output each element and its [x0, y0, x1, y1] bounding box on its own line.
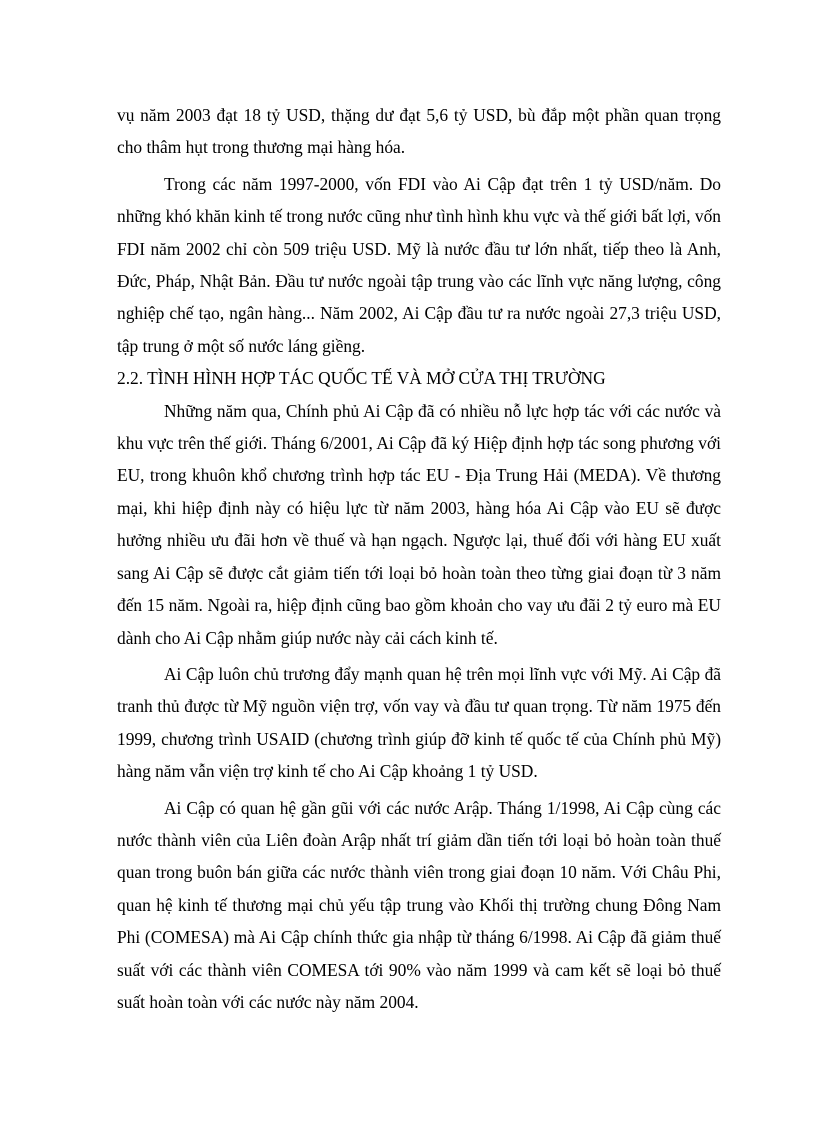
section-heading: 2.2. TÌNH HÌNH HỢP TÁC QUỐC TẾ VÀ MỞ CỬA THỊ TRƯỜNG — [117, 368, 606, 389]
document-body — [117, 99, 721, 1018]
paragraph-eu-cooperation: Những năm qua, Chính phủ Ai Cập đã có nhiều nỗ lực hợp tác với các nước và khu vực trên thế giới. Tháng 6/2001, Ai Cập đã ký Hiệp định hợp tác song phương với EU, trong khuôn khổ chương trình hợp tác EU - Địa Trung Hải (MEDA). Về thương mại, khi hiệp định này có hiệu lực từ năm 2003, hàng hóa Ai Cập vào EU sẽ được hưởng nhiều ưu đãi hơn về thuế và hạn ngạch. Ngược lại, thuế đối với hàng EU xuất sang Ai Cập sẽ được cắt giảm tiến tới loại bỏ hoàn toàn theo từng giai đoạn từ 3 năm đến 15 năm. Ngoài ra, hiệp định cũng bao gồm khoản cho vay ưu đãi 2 tỷ euro mà EU dành cho Ai Cập nhằm giúp nước này cải cách kinh tế. — [117, 400, 721, 648]
paragraph-arab-africa-relations: Ai Cập có quan hệ gần gũi với các nước Arập. Tháng 1/1998, Ai Cập cùng các nước thành viên của Liên đoàn Arập nhất trí giảm dần tiến tới loại bỏ hoàn toàn thuế quan trong buôn bán giữa các nước thành viên trong giai đoạn 10 năm. Với Châu Phi, quan hệ kinh tế thương mại chủ yếu tập trung vào Khối thị trường chung Đông Nam Phi (COMESA) mà Ai Cập chính thức gia nhập từ tháng 6/1998. Ai Cập đã giảm thuế suất với các thành viên COMESA tới 90% vào năm 1999 và cam kết sẽ loại bỏ thuế suất hoàn toàn với các nước này năm 2004. — [117, 797, 721, 1012]
paragraph-fdi: Trong các năm 1997-2000, vốn FDI vào Ai Cập đạt trên 1 tỷ USD/năm. Do những khó khăn kinh tế trong nước cũng như tình hình khu vực và thế giới bất lợi, vốn FDI năm 2002 chỉ còn 509 triệu USD. Mỹ là nước đầu tư lớn nhất, tiếp theo là Anh, Đức, Pháp, Nhật Bản. Đầu tư nước ngoài tập trung vào các lĩnh vực năng lượng, công nghiệp chế tạo, ngân hàng... Năm 2002, Ai Cập đầu tư ra nước ngoài 27,3 triệu USD, tập trung ở một số nước láng giềng. — [117, 173, 721, 356]
paragraph-usa-relations: Ai Cập luôn chủ trương đẩy mạnh quan hệ trên mọi lĩnh vực với Mỹ. Ai Cập đã tranh thủ được từ Mỹ nguồn viện trợ, vốn vay và đầu tư quan trọng. Từ năm 1975 đến 1999, chương trình USAID (chương trình giúp đỡ kinh tế quốc tế của Chính phủ Mỹ) hàng năm vẫn viện trợ kinh tế cho Ai Cập khoảng 1 tỷ USD. — [117, 663, 721, 782]
paragraph-services-continued: vụ năm 2003 đạt 18 tỷ USD, thặng dư đạt 5,6 tỷ USD, bù đắp một phần quan trọng cho thâm hụt trong thương mại hàng hóa. — [117, 105, 721, 158]
